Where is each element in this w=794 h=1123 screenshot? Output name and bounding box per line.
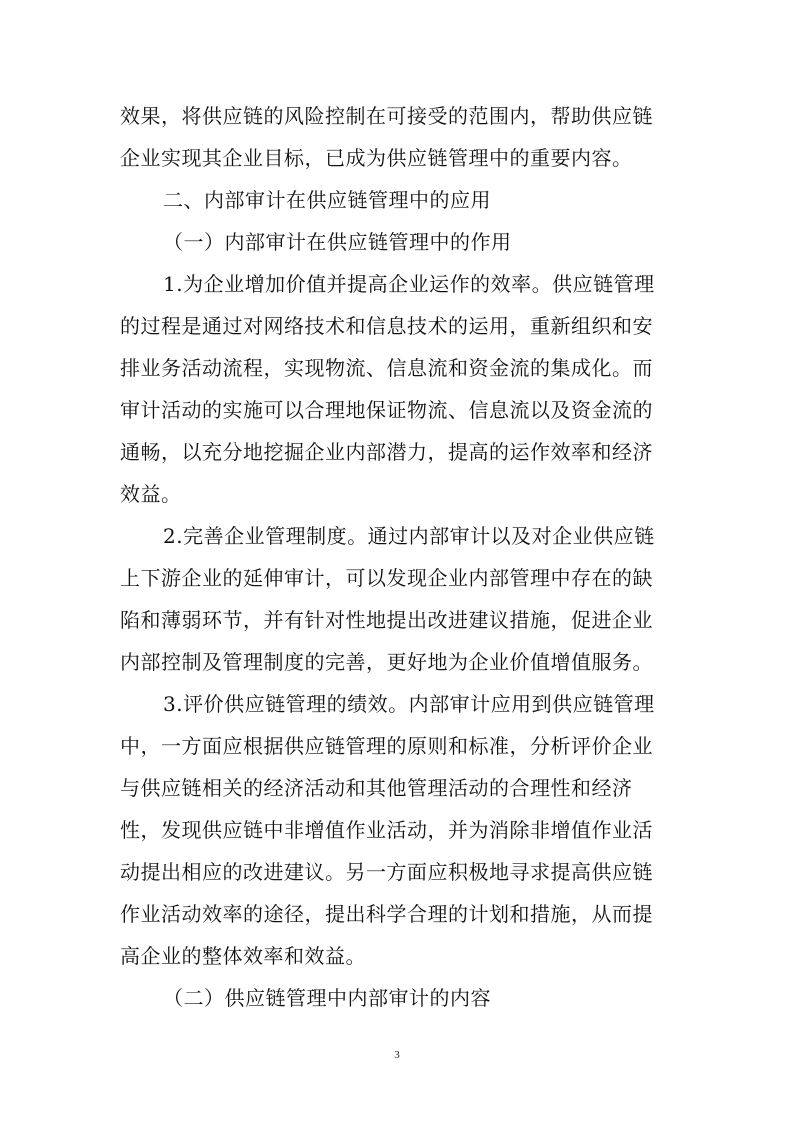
text-line: 企业实现其企业目标，已成为供应链管理中的重要内容。 bbox=[120, 146, 633, 170]
page-number: 3 bbox=[394, 1049, 400, 1061]
text-line: 性，发现供应链中非增值作业活动，并为消除非增值作业活 bbox=[120, 818, 653, 842]
text-line: 的过程是通过对网络技术和信息技术的运用，重新组织和安 bbox=[120, 314, 653, 338]
text-line: 1.为企业增加价值并提高企业运作的效率。供应链管理 bbox=[163, 272, 655, 296]
text-line: 效益。 bbox=[120, 482, 182, 506]
text-line: 审计活动的实施可以合理地保证物流、信息流以及资金流的 bbox=[120, 398, 653, 422]
text-line: 3.评价供应链管理的绩效。内部审计应用到供应链管理 bbox=[163, 692, 655, 716]
text-line: 中，一方面应根据供应链管理的原则和标准，分析评价企业 bbox=[120, 734, 653, 758]
text-line: 作业活动效率的途径，提出科学合理的计划和措施，从而提 bbox=[120, 902, 653, 926]
text-line: 动提出相应的改进建议。另一方面应积极地寻求提高供应链 bbox=[120, 860, 653, 884]
text-line: 与供应链相关的经济活动和其他管理活动的合理性和经济 bbox=[120, 776, 633, 800]
text-line: 排业务活动流程，实现物流、信息流和资金流的集成化。而 bbox=[120, 356, 653, 380]
section-heading: 二、内部审计在供应链管理中的应用 bbox=[163, 188, 491, 212]
text-line: 陷和薄弱环节，并有针对性地提出改进建议措施，促进企业 bbox=[120, 608, 653, 632]
text-line: 上下游企业的延伸审计，可以发现企业内部管理中存在的缺 bbox=[120, 566, 653, 590]
text-line: 效果，将供应链的风险控制在可接受的范围内，帮助供应链 bbox=[120, 104, 653, 128]
text-line: 高企业的整体效率和效益。 bbox=[120, 944, 366, 968]
text-line: 通畅，以充分地挖掘企业内部潜力，提高的运作效率和经济 bbox=[120, 440, 653, 464]
subsection-heading: （二）供应链管理中内部审计的内容 bbox=[163, 986, 491, 1010]
text-line: 内部控制及管理制度的完善，更好地为企业价值增值服务。 bbox=[120, 650, 653, 674]
subsection-heading: （一）内部审计在供应链管理中的作用 bbox=[163, 230, 512, 254]
text-line: 2.完善企业管理制度。通过内部审计以及对企业供应链 bbox=[163, 524, 655, 548]
